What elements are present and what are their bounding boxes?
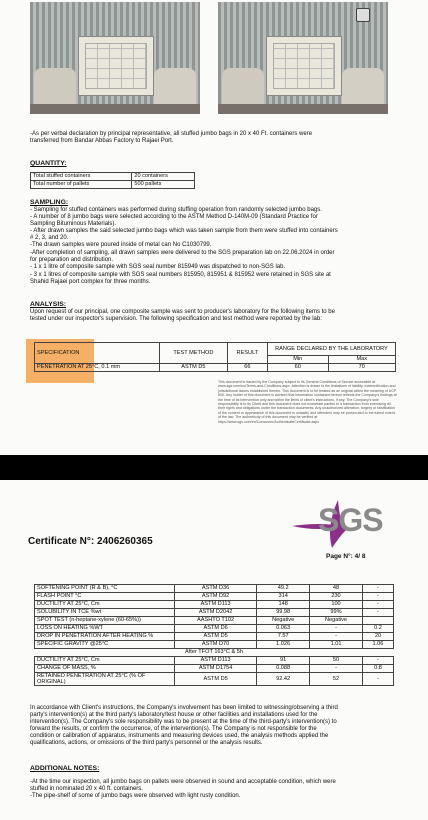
table-row: PENETRATION AT 25°C, 0.1 mm ASTM D5 66 60 70 [35, 364, 396, 372]
para-line: condition or calibration of apparatus, instruments and measuring devices used, the analysis methods applied the [30, 733, 329, 739]
page-number: Page N°: 4/ 8 [326, 553, 366, 560]
table-row: Total number of pallets 500 pallets [31, 181, 195, 189]
table-row: FLASH POINT °C ASTM D92 314 230 - [35, 593, 394, 601]
quantity-table [30, 172, 195, 189]
sampling-line: - After drawn samples the said selected jumbo bags which was taken sample from them were stuffed into containers [30, 228, 338, 234]
analysis-line: tested under our inspector's supervision. The following specification and test method were reported by the lab: [30, 316, 322, 322]
specification-table [34, 342, 396, 372]
table-row: SPOT TEST (n-heptane-xylene (60-65%)) AASHTO T102 Negative Negative [35, 617, 394, 625]
table-row: SOLUBILITY IN TCE %wt ASTM D2042 99.98 99% - [35, 609, 394, 617]
sampling-line: - 1 x 1 litre of composite sample with SGS seal number 815949 was dispatched to non-SGS lab. [30, 264, 286, 270]
notes-heading: ADDITIONAL NOTES: [30, 765, 100, 772]
para-line: In accordance with Client's instructions, the Company's involvement has been limited to witnessing/observing a third [30, 705, 338, 711]
para-line: intervention(s). The Company's sole responsibility was to be present at the time of the third-party's intervention(s) to [30, 719, 337, 725]
sampling-line: # 2, 3, and 20. [30, 235, 69, 241]
intro-line: transferred from Bandar Abbas Factory to Rajaei Port. [30, 138, 174, 144]
table-row: LOSS ON HEATING %WT ASTM D6 0.063 - 0.2 [35, 625, 394, 633]
quantity-heading: QUANTITY: [30, 160, 67, 167]
table-row: DUCTILITY AT 25°C, Cm ASTM D113 148 100 - [35, 601, 394, 609]
para-line: party's intervention(s) at the third party's laboratory/test house or other facilities and installations used for the [30, 712, 318, 718]
sgs-wordmark: SGS [318, 502, 383, 538]
sampling-line: - A number of 8 jumbo bags were selected according to the ASTM Method D-140M-09 (Standard Practice for [30, 214, 318, 220]
report-page-2 [0, 480, 428, 820]
sampling-line: for preparation and distribution. [30, 257, 114, 263]
results-table [34, 584, 394, 686]
note-line: -At the time our inspection, all jumbo bags on pallets were observed in sound and acceptable condition, which were [30, 779, 336, 785]
table-row: After TFOT 163°C & 5h [185, 649, 243, 655]
table-row: SPECIFIC GRAVITY @25°C ASTM D70 1.026 1.01 1.06 [35, 641, 394, 649]
sampling-line: - Sampling for stuffed containers was performed during stuffing operation from randomly selected jumbo bags. [30, 207, 322, 213]
sampling-line: Sampling Bituminous Materials). [30, 221, 117, 227]
table-row: Min Max [35, 356, 396, 364]
container-photo-left [30, 2, 200, 114]
note-line: stuffed in nominated 20 x 40 ft. containers. [30, 786, 143, 792]
table-row: DUCTILITY AT 25°C, Cm ASTM D113 91 50 - [35, 657, 394, 665]
para-line: forward the results, or confirm the occurrence, of the intervention(s). The Company is not responsible for the [30, 726, 317, 732]
note-line: -The pipe-shelf of some of jumbo bags were observed with light rusty condition. [30, 793, 241, 799]
certificate-number: Certificate N°: 2406260365 [28, 536, 153, 547]
sampling-line: -After completion of sampling, all drawn samples were delivered to the SGS preparation lab on 22.06.2024 in order [30, 250, 335, 256]
sampling-line: -The drawn samples were poured inside of metal can No C1030799. [30, 242, 212, 248]
container-photo-right [218, 2, 388, 114]
analysis-heading: ANALYSIS: [30, 301, 67, 308]
table-row: SPECIFICATION TEST METHOD RESULT RANGE DECLARED BY THE LABORATORY [35, 343, 396, 356]
sampling-line: Shahid Rajaei port complex for three months. [30, 279, 151, 285]
table-row: CHANGE OF MASS, % ASTM D1754 0.088 - 0.8 [35, 665, 394, 673]
table-row: Total stuffed containers 20 containers [31, 173, 195, 181]
table-row: DROP IN PENETRATION AFTER HEATING % ASTM D5 7.57 - 20 [35, 633, 394, 641]
sampling-heading: SAMPLING: [30, 199, 69, 206]
sampling-line: - 3 x 1 litres of composite sample with SGS seal numbers 815950, 815951 & 815952 were retained in SGS site at [30, 272, 331, 278]
disclaimer-text: This document is issued by the Company subject to its General Conditions of Service accessible at www.sgs.com/en/Terms-and-Conditions.aspx. Attention is drawn to the limitations of liability, indemnification and jurisdictional issues established therein. This document is to be treated as an original within the meaning of UCP 600. Any holder of this document is advised that information contained hereon reflects the Company's findings at the time of its intervention only and within the limits of client's instructions, if any. The Company's sole responsibility is to its Client and this document does not exonerate parties to a transaction from exercising all their rights and obligations under the transaction documents. Any unauthorized alteration, forgery or falsification of the content or appearance of this document is unlawful and offenders may be prosecuted to the fullest extent of the law. The authenticity of this document may be verified at https://www.sgs.com/en/Consumer/AuthenticateCertificate.aspx [218, 380, 397, 424]
analysis-line: Upon request of our principal, one composite sample was sent to producer's laboratory for the following items to be [30, 309, 335, 315]
table-row: SOFTENING POINT (R & B), °C ASTM D36 49.2 48 - [35, 585, 394, 593]
stamp-icon [356, 8, 370, 22]
intro-line: -As per verbal declaration by principal representative, all stuffed jumbo bags in 20 x 40 Ft. containers were [30, 131, 313, 137]
table-row: RETAINED PENETRATION AT 25°C (% OF ORIGINAL) ASTM D5 92.42 52 - [35, 673, 394, 686]
para-line: qualifications, actions, or omissions of the third party's personnel or the analysis results. [30, 740, 263, 746]
